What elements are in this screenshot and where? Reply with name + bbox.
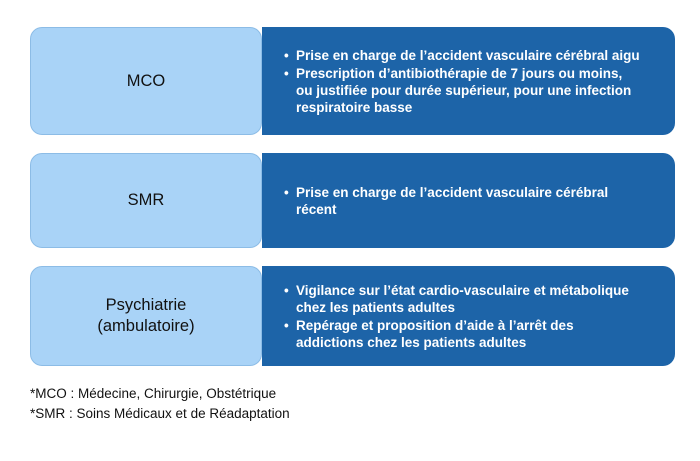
bullet-item: • Prise en charge de l’accident vasculaire cérébral récent — [284, 184, 609, 217]
category-label: SMR — [127, 191, 165, 209]
category-label: MCO — [126, 71, 166, 90]
footnote-mco: *MCO : Médecine, Chirurgie, Obstétrique — [30, 386, 277, 401]
description-box-smr — [262, 153, 675, 248]
category-box-smr — [30, 153, 262, 248]
bullet-item: • Repérage et proposition d’aide à l’arrêt des addictions chez les patients adultes — [284, 317, 574, 350]
category-label-sub: (ambulatoire) — [97, 317, 195, 335]
description-box-mco — [262, 27, 675, 135]
bullet-icon: • — [284, 317, 289, 333]
category-box-psychiatrie — [30, 266, 262, 366]
row-mco — [30, 27, 675, 135]
row-smr — [30, 153, 675, 248]
bullet-icon: • — [284, 282, 289, 298]
description-box-psychiatrie — [262, 266, 675, 366]
bullet-item: • Prescription d’antibiothérapie de 7 jours ou moins, ou justifiée pour durée supérieur, pour une infection respiratoire basse — [284, 65, 632, 115]
bullet-icon: • — [284, 47, 289, 63]
bullet-item: • Prise en charge de l’accident vasculaire cérébral aigu — [284, 47, 640, 63]
bullet-icon: • — [284, 65, 289, 81]
bullet-item: • Vigilance sur l’état cardio-vasculaire et métabolique chez les patients adultes — [284, 282, 629, 315]
category-label: Psychiatrie — [105, 296, 187, 314]
category-box-mco — [30, 27, 262, 135]
bullet-icon: • — [284, 184, 289, 200]
row-psychiatrie — [30, 266, 675, 366]
footnote-smr: *SMR : Soins Médicaux et de Réadaptation — [30, 406, 290, 421]
